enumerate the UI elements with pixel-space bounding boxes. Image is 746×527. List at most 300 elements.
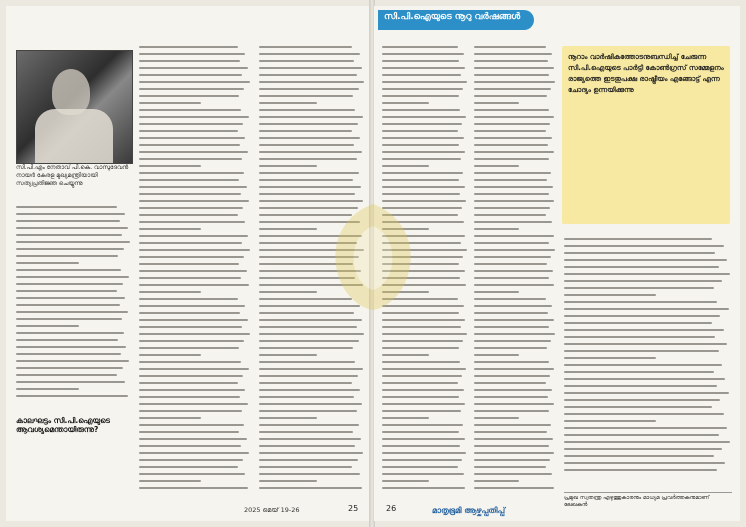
text-line <box>564 399 720 401</box>
pullquote-box <box>562 46 730 224</box>
photo-figure-body <box>35 109 113 163</box>
text-line <box>16 346 126 348</box>
text-line <box>139 445 241 447</box>
text-line <box>474 424 551 426</box>
text-line <box>382 445 460 447</box>
issue-date: 2025 മെയ് 19-26 <box>244 506 300 514</box>
text-line <box>474 95 547 97</box>
text-line <box>382 452 466 454</box>
text-line <box>139 207 243 209</box>
text-line <box>259 172 359 174</box>
text-line <box>564 385 717 387</box>
text-line <box>259 74 357 76</box>
text-line <box>139 459 243 461</box>
text-line <box>564 329 724 331</box>
text-line <box>259 424 359 426</box>
text-line <box>382 193 460 195</box>
text-line <box>564 238 712 240</box>
text-line <box>564 378 725 380</box>
text-line <box>474 214 546 216</box>
page-number-right: 26 <box>386 504 397 513</box>
text-line <box>474 81 555 83</box>
text-line <box>259 60 354 62</box>
right-column-3 <box>564 238 732 488</box>
text-line <box>139 172 244 174</box>
text-line <box>139 326 242 328</box>
text-line <box>474 305 552 307</box>
text-line <box>382 459 462 461</box>
text-line <box>259 186 361 188</box>
text-line <box>139 361 241 363</box>
text-line <box>16 374 117 376</box>
page-number-left: 25 <box>348 504 359 513</box>
publication-brand: മാതൃഭൂമി ആഴ്ചപ്പതിപ്പ് <box>432 506 506 515</box>
text-line <box>139 67 248 69</box>
text-line <box>139 347 239 349</box>
text-line <box>382 480 429 482</box>
text-line <box>474 361 549 363</box>
text-line <box>16 388 79 390</box>
text-line <box>474 88 551 90</box>
text-line <box>16 241 130 243</box>
text-line <box>382 88 463 90</box>
text-line <box>259 165 317 167</box>
text-line <box>259 445 355 447</box>
text-line <box>382 130 458 132</box>
text-line <box>139 312 240 314</box>
text-line <box>474 179 547 181</box>
text-line <box>474 340 551 342</box>
text-line <box>139 200 249 202</box>
text-line <box>139 53 245 55</box>
text-line <box>259 340 359 342</box>
text-line <box>474 459 550 461</box>
text-line <box>382 431 459 433</box>
text-line <box>382 473 464 475</box>
text-line <box>474 67 554 69</box>
left-subheading-block <box>16 414 131 434</box>
text-line <box>564 413 724 415</box>
text-line <box>474 200 554 202</box>
text-line <box>564 455 714 457</box>
text-line <box>474 60 548 62</box>
text-line <box>139 277 241 279</box>
text-line <box>259 151 362 153</box>
text-line <box>16 339 118 341</box>
text-line <box>16 269 121 271</box>
text-line <box>474 487 554 489</box>
text-line <box>564 343 727 345</box>
text-line <box>259 459 358 461</box>
text-line <box>259 291 317 293</box>
text-line <box>139 81 250 83</box>
text-line <box>474 270 553 272</box>
text-line <box>139 88 244 90</box>
text-line <box>564 315 720 317</box>
text-line <box>474 137 552 139</box>
text-line <box>259 347 353 349</box>
text-line <box>139 291 201 293</box>
text-line <box>564 371 714 373</box>
text-line <box>139 116 249 118</box>
text-line <box>259 193 355 195</box>
text-line <box>259 431 353 433</box>
text-line <box>139 60 240 62</box>
text-line <box>474 123 550 125</box>
text-line <box>382 116 466 118</box>
text-line <box>382 137 464 139</box>
text-line <box>382 347 459 349</box>
text-line <box>382 403 465 405</box>
text-line <box>259 480 317 482</box>
text-line <box>382 74 461 76</box>
text-line <box>382 109 460 111</box>
section-header-title: സി.പി.ഐയുടെ നൂറു വർഷങ്ങൾ <box>384 12 521 22</box>
text-line <box>564 294 656 296</box>
text-line <box>259 326 357 328</box>
text-line <box>564 406 712 408</box>
text-line <box>259 123 358 125</box>
text-line <box>259 487 362 489</box>
text-line <box>474 417 519 419</box>
text-line <box>139 319 248 321</box>
text-line <box>382 158 461 160</box>
text-line <box>564 392 729 394</box>
text-line <box>259 228 317 230</box>
text-line <box>382 382 458 384</box>
right-page <box>374 6 740 521</box>
text-line <box>474 291 519 293</box>
text-line <box>139 228 201 230</box>
text-line <box>474 263 547 265</box>
text-line <box>16 332 124 334</box>
text-line <box>564 357 656 359</box>
text-line <box>474 116 554 118</box>
text-line <box>139 186 247 188</box>
text-line <box>382 319 465 321</box>
text-line <box>16 227 128 229</box>
text-line <box>474 228 519 230</box>
author-footnote: പ്രമുഖ സ്വതന്ത്ര എഴുത്തുകാരനും മാധ്യമ പ്രവർത്തകനുമാണ് ലേഖകൻ <box>564 492 732 509</box>
text-line <box>139 137 245 139</box>
text-line <box>382 354 429 356</box>
text-line <box>139 340 244 342</box>
text-line <box>474 354 519 356</box>
text-line <box>259 403 362 405</box>
text-line <box>139 165 201 167</box>
pullquote-text: നൂറാം വാർഷികത്തോടനുബന്ധിച്ച് ചേരുന്ന സി.പി.ഐയുടെ പാർട്ടി കോൺഗ്രസ് സമ്മേളനം രാജ്യത്തെ ഇടതുപക്ഷ രാഷ്ട്രീയം എങ്ങോട്ട് എന്ന ചോദ്യം ഉന്നയിക്കുന്നു <box>568 53 724 94</box>
text-line <box>139 452 249 454</box>
text-line <box>259 88 359 90</box>
text-line <box>139 102 201 104</box>
text-line <box>16 206 117 208</box>
text-line <box>474 319 554 321</box>
text-line <box>259 410 357 412</box>
text-line <box>16 367 123 369</box>
text-line <box>474 221 552 223</box>
text-line <box>474 480 519 482</box>
text-line <box>564 287 714 289</box>
text-line <box>16 304 120 306</box>
text-line <box>139 438 247 440</box>
text-line <box>382 487 465 489</box>
text-line <box>139 123 243 125</box>
text-line <box>139 354 201 356</box>
text-line <box>139 270 247 272</box>
text-line <box>474 382 546 384</box>
text-line <box>139 249 250 251</box>
text-line <box>259 95 353 97</box>
text-line <box>139 242 242 244</box>
text-line <box>382 438 465 440</box>
text-line <box>259 46 352 48</box>
text-line <box>564 364 722 366</box>
text-line <box>382 46 458 48</box>
text-line <box>139 305 245 307</box>
text-line <box>259 130 352 132</box>
text-line <box>259 333 364 335</box>
text-line <box>564 434 719 436</box>
text-line <box>259 368 363 370</box>
text-line <box>139 221 245 223</box>
text-line <box>259 158 357 160</box>
text-line <box>259 116 363 118</box>
text-line <box>139 144 240 146</box>
text-line <box>474 326 549 328</box>
text-line <box>474 207 550 209</box>
text-line <box>259 354 317 356</box>
text-line <box>564 273 730 275</box>
text-line <box>382 172 463 174</box>
left-column-2 <box>139 46 251 506</box>
text-line <box>474 431 547 433</box>
text-line <box>382 144 459 146</box>
text-line <box>139 424 244 426</box>
text-line <box>382 424 463 426</box>
text-line <box>139 130 238 132</box>
text-line <box>564 252 715 254</box>
text-line <box>474 109 549 111</box>
text-line <box>474 312 548 314</box>
text-line <box>139 95 239 97</box>
text-line <box>139 151 248 153</box>
text-line <box>139 256 244 258</box>
left-page <box>6 6 370 521</box>
text-line <box>564 448 722 450</box>
text-line <box>564 280 722 282</box>
text-line <box>139 487 248 489</box>
text-line <box>474 438 553 440</box>
text-line <box>474 298 546 300</box>
text-line <box>382 375 462 377</box>
text-line <box>259 466 352 468</box>
text-line <box>139 179 239 181</box>
text-line <box>259 473 360 475</box>
text-line <box>139 417 201 419</box>
text-line <box>382 361 460 363</box>
text-line <box>139 214 238 216</box>
text-line <box>139 298 238 300</box>
text-line <box>259 382 352 384</box>
text-line <box>139 333 250 335</box>
text-line <box>259 144 354 146</box>
text-line <box>564 350 719 352</box>
text-line <box>382 186 465 188</box>
left-column-1 <box>16 206 131 506</box>
text-line <box>382 333 467 335</box>
text-line <box>16 395 128 397</box>
text-line <box>382 123 462 125</box>
text-line <box>474 256 551 258</box>
text-line <box>474 333 555 335</box>
text-line <box>474 452 554 454</box>
text-line <box>16 262 79 264</box>
text-line <box>474 403 554 405</box>
text-line <box>259 389 360 391</box>
text-line <box>474 389 552 391</box>
text-line <box>382 165 429 167</box>
photo-caption: സി.പി.എം നേതാവ് പി.കെ. വാസുദേവൻ നായർ കേരള മുഖ്യമന്ത്രിയായി സത്യപ്രതിജ്ഞ ചെയ്യുന്നു <box>16 164 129 187</box>
text-line <box>474 473 552 475</box>
text-line <box>16 255 118 257</box>
text-line <box>474 249 555 251</box>
text-line <box>382 95 459 97</box>
text-line <box>139 473 245 475</box>
text-line <box>139 410 242 412</box>
text-line <box>259 438 361 440</box>
text-line <box>139 403 248 405</box>
text-line <box>139 284 249 286</box>
text-line <box>16 276 129 278</box>
watermark-logo <box>318 196 428 316</box>
text-line <box>259 109 355 111</box>
text-line <box>139 375 243 377</box>
text-line <box>474 235 554 237</box>
text-line <box>474 53 552 55</box>
text-line <box>564 259 727 261</box>
text-line <box>474 410 549 412</box>
text-line <box>16 234 122 236</box>
text-line <box>474 347 547 349</box>
text-line <box>474 368 554 370</box>
text-line <box>382 396 459 398</box>
text-line <box>139 158 242 160</box>
text-line <box>382 410 461 412</box>
article-photo <box>16 50 133 164</box>
text-line <box>564 266 719 268</box>
text-line <box>259 319 362 321</box>
text-line <box>474 375 550 377</box>
right-column-2 <box>474 46 556 506</box>
text-line <box>474 144 548 146</box>
text-line <box>474 172 551 174</box>
text-line <box>382 60 459 62</box>
text-line <box>16 248 124 250</box>
text-line <box>474 102 519 104</box>
text-line <box>382 368 466 370</box>
text-line <box>259 53 360 55</box>
text-line <box>16 283 123 285</box>
text-line <box>16 381 125 383</box>
text-line <box>382 67 465 69</box>
text-line <box>564 469 717 471</box>
text-line <box>259 179 353 181</box>
text-line <box>474 466 546 468</box>
text-line <box>474 284 554 286</box>
text-line <box>139 382 238 384</box>
text-line <box>259 417 317 419</box>
text-line <box>259 102 317 104</box>
text-line <box>474 242 549 244</box>
text-line <box>259 81 364 83</box>
text-line <box>564 441 730 443</box>
text-line <box>139 396 240 398</box>
text-line <box>259 452 363 454</box>
text-line <box>139 368 249 370</box>
text-line <box>382 151 465 153</box>
text-line <box>139 480 201 482</box>
text-line <box>564 420 656 422</box>
text-line <box>16 220 120 222</box>
text-line <box>16 290 117 292</box>
text-line <box>16 353 121 355</box>
text-line <box>474 158 549 160</box>
text-line <box>16 360 129 362</box>
text-line <box>474 193 549 195</box>
text-line <box>474 74 549 76</box>
text-line <box>564 308 729 310</box>
text-line <box>16 311 128 313</box>
text-line <box>474 277 549 279</box>
text-line <box>474 130 546 132</box>
text-line <box>564 301 717 303</box>
text-line <box>139 431 239 433</box>
text-line <box>139 193 241 195</box>
text-line <box>474 165 519 167</box>
text-line <box>16 325 79 327</box>
text-line <box>259 396 354 398</box>
text-line <box>259 361 355 363</box>
text-line <box>139 46 238 48</box>
text-line <box>382 389 464 391</box>
section-subheading: കാലഘട്ടം സി.പി.ഐയുടെ ആവശ്യമെന്തായിരുന്നു? <box>16 416 110 434</box>
text-line <box>382 53 464 55</box>
text-line <box>16 318 122 320</box>
text-line <box>474 396 548 398</box>
text-line <box>382 81 467 83</box>
text-line <box>564 427 727 429</box>
text-line <box>382 340 463 342</box>
text-line <box>382 466 458 468</box>
text-line <box>474 186 553 188</box>
text-line <box>139 235 248 237</box>
text-line <box>474 445 549 447</box>
text-line <box>474 46 546 48</box>
text-line <box>564 462 725 464</box>
text-line <box>564 245 724 247</box>
text-line <box>139 74 242 76</box>
text-line <box>382 102 429 104</box>
text-line <box>382 179 459 181</box>
text-line <box>382 417 429 419</box>
text-line <box>564 336 715 338</box>
text-line <box>259 137 360 139</box>
text-line <box>16 213 125 215</box>
text-line <box>382 326 461 328</box>
text-line <box>139 263 239 265</box>
text-line <box>139 466 238 468</box>
text-line <box>564 322 712 324</box>
